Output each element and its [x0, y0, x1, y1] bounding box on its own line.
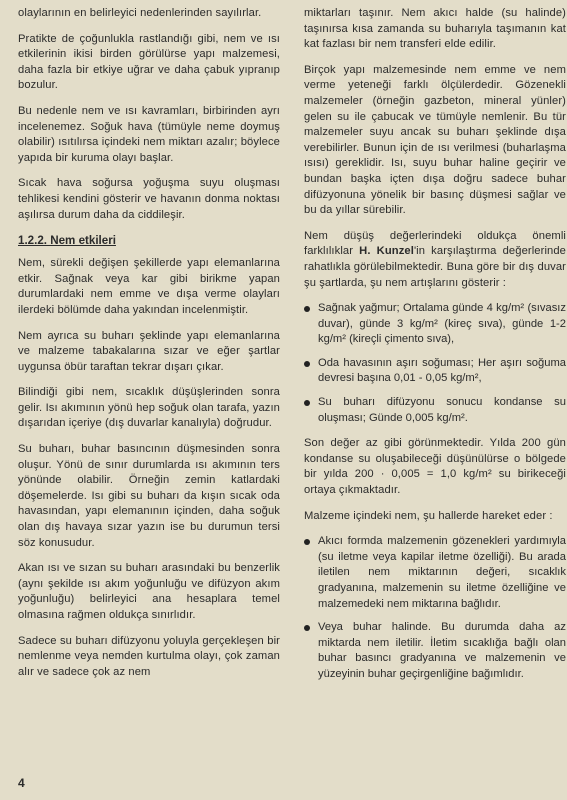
list-item	[304, 301, 566, 348]
paragraph: Bilindiği gibi nem, sıcaklık düşüşlerinden sonra gelir. Isı akımının yönü hep soğuk olan tarafa, yazın dışarıdan içeriye (dış duvarlar kanalıyla) doğrudur.	[18, 386, 280, 430]
paragraph: Su buharı, buhar basıncının düşmesinden sonra oluşur. Yönü de sınır durumlarda ısı akımının ters yönünde olabilir. Örneğin zemin katlardaki döşemelerde. Isı gibi su buharı da kışın sıcak oda havasından, yapı elemanının içinden, daha soğuk olan dış havaya sızar yazın ise bu durumun tersi söz konusudur.	[18, 443, 280, 549]
paragraph	[304, 229, 566, 291]
list-item-text: Oda havasının aşırı soğuması; Her aşırı soğuma devresi başına 0,01 - 0,05 kg/m²,	[318, 356, 566, 385]
list-item-text: Veya buhar halinde. Bu durumda daha az miktarda nem iletilir. İletim sıcaklığa bağlı olan buhar basıncı gradyanına ve malzemenin ve yüzeyinin buhar geçirgenliğine bağımlıdır.	[318, 621, 566, 680]
section-heading: 1.2.2. Nem etkileri	[18, 234, 116, 248]
paragraph: Son değer az gibi görünmektedir. Yılda 200 gün kondanse su oluşabileceği düşünülürse o bölgede bir yılda 200 · 0,005 = 1,0 kg/m² su birikeceği ortaya çıkmaktadır.	[304, 437, 566, 497]
list-item-text: Su buharı difüzyonu sonucu kondanse su oluşması; Günde 0,005 kg/m².	[318, 396, 566, 424]
paragraph: Malzeme içindeki nem, şu hallerde hareket eder :	[304, 509, 553, 522]
list-item-text: Sağnak yağmur; Ortalama günde 4 kg/m² (sıvasız duvar), günde 3 kg/m² (kireç sıva), günde 1-2 kg/m² (kireçli çimento sıva),	[318, 302, 566, 346]
paragraph: miktarları taşınır. Nem akıcı halde (su halinde) taşınırsa kısa zamanda su buharıyla taşımanın kat kat fazlası bir nem transferi elde edilir.	[304, 7, 566, 51]
list-item	[304, 534, 566, 612]
page-number: 4	[18, 776, 25, 790]
bullet-icon	[304, 625, 310, 631]
bullet-list	[304, 301, 566, 426]
paragraph: Sadece su buharı difüzyonu yoluyla gerçekleşen bir nemlenme veya nemden kurtulma olayı, çok zaman alır ve sadece çok az nem	[18, 634, 280, 678]
bullet-list	[304, 534, 566, 682]
list-item	[304, 620, 566, 682]
paragraph-text: 'in karşılaştırma değerlerinde rahatlıkla görülebilmektedir. Buna göre bir dış duvar şu şartlarda, şu nem artışlarını gösterir :	[304, 245, 566, 289]
paragraph: Nem, sürekli değişen şekillerde yapı elemanlarına etkir. Sağnak veya kar gibi birikme yapan durumlardaki nem emme ve dışa verme olayları ilerdeki bölümde daha yakından incelenmiştir.	[18, 257, 280, 316]
bullet-icon	[304, 361, 310, 367]
paragraph: Akan ısı ve sızan su buharı arasındaki bu benzerlik (aynı şekilde ısı akım yoğunluğu ve difüzyon akım yoğunluğu) belirleyici ana hesaplara temel olmasına rağmen oldukça sınırlıdır.	[18, 562, 280, 621]
paragraph: Sıcak hava soğursa yoğuşma suyu oluşması tehlikesi kendini gösterir ve havanın donma noktası aşılırsa durum daha da ciddileşir.	[18, 177, 280, 221]
paragraph: olaylarının en belirleyici nedenlerinden sayılırlar.	[18, 7, 262, 19]
paragraph: Bu nedenle nem ve ısı kavramları, birbirinden ayrı incelenemez. Soğuk hava (tümüyle neme doymuş olabilir) ısıtılırsa içindeki nem miktarı azalır; böylece yapıda bir kuruma olayı başlar.	[18, 104, 280, 164]
bullet-icon	[304, 400, 310, 406]
list-item	[304, 356, 566, 387]
author-name: H. Kunzel	[359, 245, 414, 258]
paragraph-text: Nem düşüş değerlerindeki oldukça önemli farklılıklar	[304, 229, 566, 258]
list-item-text: Akıcı formda malzemenin gözenekleri yardımıyla (su iletme veya kapilar iletme özelliği). Bu arada iletilen nem miktarının değeri, sıcaklık gradyanına, malzemenin su iletme özelliğine ve malzemedeki nem miktarına bağlıdır.	[318, 535, 566, 610]
paragraph: Pratikte de çoğunlukla rastlandığı gibi, nem ve ısı etkilerinin ikisi birden görülürse yapı malzemesi, daha fazla bir etkiye uğrar ve daha çabuk yıpranıp bozulur.	[18, 32, 280, 92]
paragraph: Nem ayrıca su buharı şeklinde yapı elemanlarına ve malzeme tabakalarına sızar ve eğer şartlar uygunsa öbür taraftan tekrar dışarı çıkar.	[18, 329, 280, 373]
paragraph: Birçok yapı malzemesinde nem emme ve nem verme yeteneği farklı ölçülerdedir. Gözenekli malzemeler (örneğin gazbeton, mineral yünler) gelen su ile çabucak ve tümüyle nemlenir. Bu tür malzemeler suyu ancak su buharı şeklinde dışa verebilirler. Bunun için de ısı verilmesi (buharlaşma ısısı) gereklidir. Isı, suyu buhar haline geçirir ve bundan başka içten dışa doğru sadece buhar difüzyonuna yönelik bir basınç düşmesi sağlar ve bu da yıllar sürebilir.	[304, 63, 566, 217]
left-column	[18, 6, 280, 690]
list-item	[304, 395, 566, 426]
bullet-icon	[304, 539, 310, 545]
right-column	[304, 6, 566, 693]
bullet-icon	[304, 306, 310, 312]
